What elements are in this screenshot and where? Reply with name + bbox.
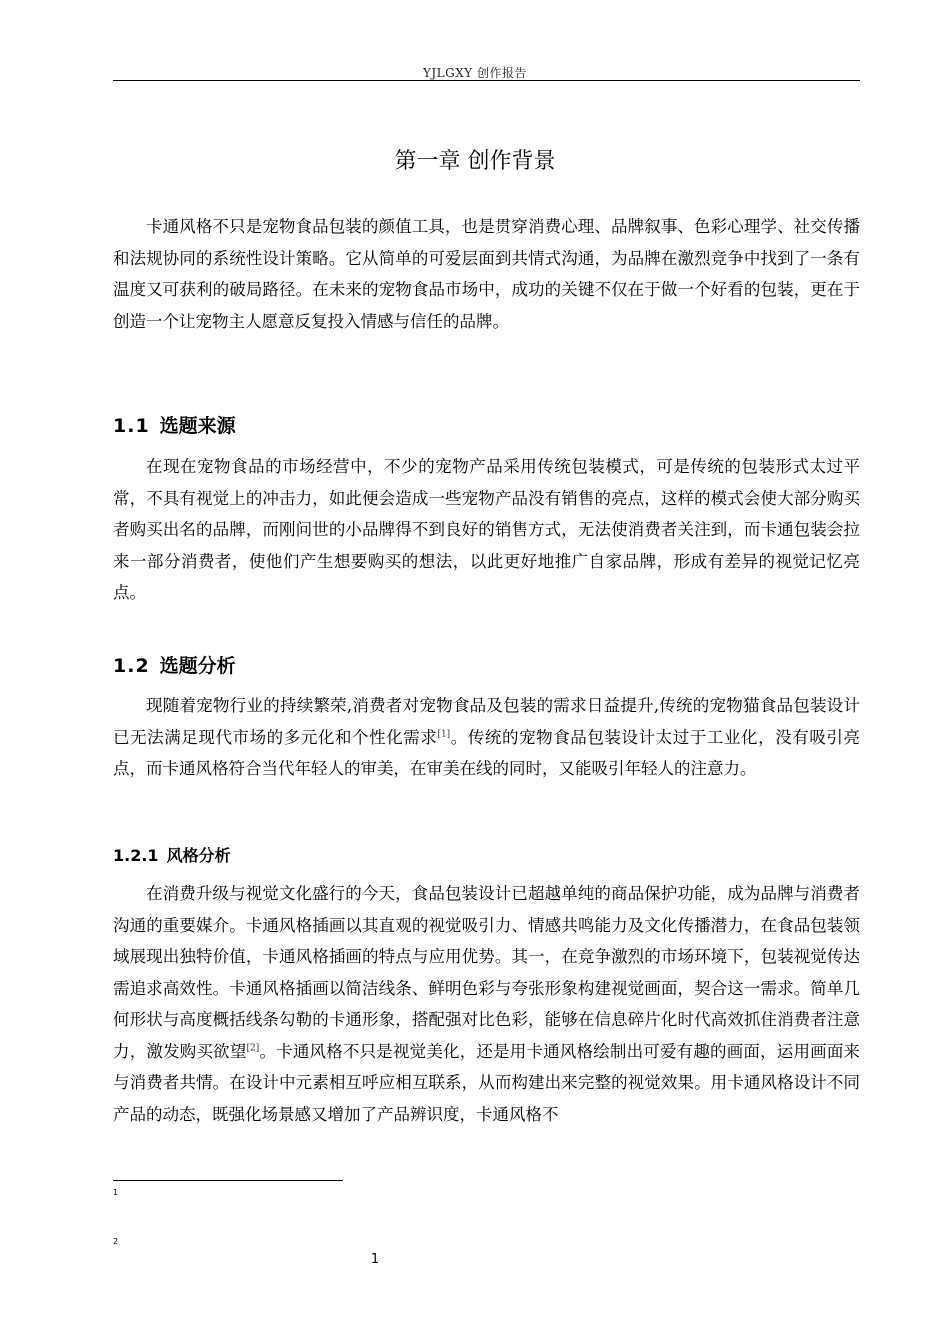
paragraph-text: 现随着宠物行业的持续繁荣,消费者对宠物食品及包装的需求日益提升,传统的宠物猫食品包装设计已无法满足现代市场的多元化和个性化需求 [113, 696, 860, 747]
footnote-rule [113, 1180, 343, 1181]
footnote-1: 1 [113, 1188, 119, 1197]
citation-ref[interactable]: [1] [437, 729, 451, 739]
section-title: 选题分析 [159, 655, 236, 677]
intro-paragraph: 卡通风格不只是宠物食品包装的颜值工具，也是贯穿消费心理、品牌叙事、色彩心理学、社交传播和法规协同的系统性设计策略。它从简单的可爱层面到共情式沟通，为品牌在激烈竞争中找到了一条有温度又可获利的破局路径。在未来的宠物食品市场中，成功的关键不仅在于做一个好看的包装，更在于创造一个让宠物主人愿意反复投入情感与信任的品牌。 [113, 217, 860, 331]
section-number: 1.1 [113, 415, 150, 437]
section-1-1-paragraph: 在现在宠物食品的市场经营中，不少的宠物产品采用传统包装模式，可是传统的包装形式太过平常，不具有视觉上的冲击力，如此便会造成一些宠物产品没有销售的亮点，这样的模式会使大部分购买者购买出名的品牌，而刚问世的小品牌得不到良好的销售方式，无法使消费者关注到，而卡通包装会拉来一部分消费者，使他们产生想要购买的想法，以此更好地推广自家品牌，形成有差异的视觉记忆亮点。 [113, 457, 860, 602]
section-title: 风格分析 [166, 846, 231, 865]
section-heading-1-2-1 [113, 843, 231, 866]
chapter-title: 第一章 创作背景 [394, 149, 556, 174]
section-number: 1.2 [113, 655, 150, 677]
running-header: YJLGXY 创作报告 [422, 66, 528, 80]
section-number: 1.2.1 [113, 846, 159, 865]
paragraph-text: 。传统的宠物食品包装设计太过于工业化，没有吸引亮点，而卡通风格符合当代年轻人的审美，在审美在线的同时，又能吸引年轻人的注意力。 [113, 727, 861, 778]
section-1-2-1-paragraph [113, 878, 860, 1130]
section-heading-1-1 [113, 411, 236, 438]
paragraph-text: 在消费升级与视觉文化盛行的今天，食品包装设计已超越单纯的商品保护功能，成为品牌与消费者沟通的重要媒介。卡通风格插画以其直观的视觉吸引力、情感共鸣能力及文化传播潜力，在食品包装领域展现出独特价值，卡通风格插画的特点与应用优势。其一，在竞争激烈的市场环境下，包装视觉传达需追求高效性。卡通风格插画以简洁线条、鲜明色彩与夸张形象构建视觉画面，契合这一需求。简单几何形状与高度概括线条勾勒的卡通形象，搭配强对比色彩，能够在信息碎片化时代高效抓住消费者注意力，激发购买欲望 [113, 884, 860, 1061]
section-1-2-paragraph [113, 690, 860, 785]
header-rule [113, 80, 860, 81]
paragraph-text: 。卡通风格不只是视觉美化，还是用卡通风格绘制出可爱有趣的画面，运用画面来与消费者共情。在设计中元素相互呼应相互联系，从而构建出来完整的视觉效果。用卡通风格设计不同产品的动态，既强化场景感又增加了产品辨识度，卡通风格不 [113, 1041, 860, 1124]
section-heading-1-2 [113, 651, 236, 678]
footnote-2: 2 [113, 1237, 119, 1246]
section-title: 选题来源 [159, 415, 236, 437]
page-number: 1 [370, 1252, 380, 1267]
citation-ref[interactable]: [2] [246, 1043, 260, 1053]
